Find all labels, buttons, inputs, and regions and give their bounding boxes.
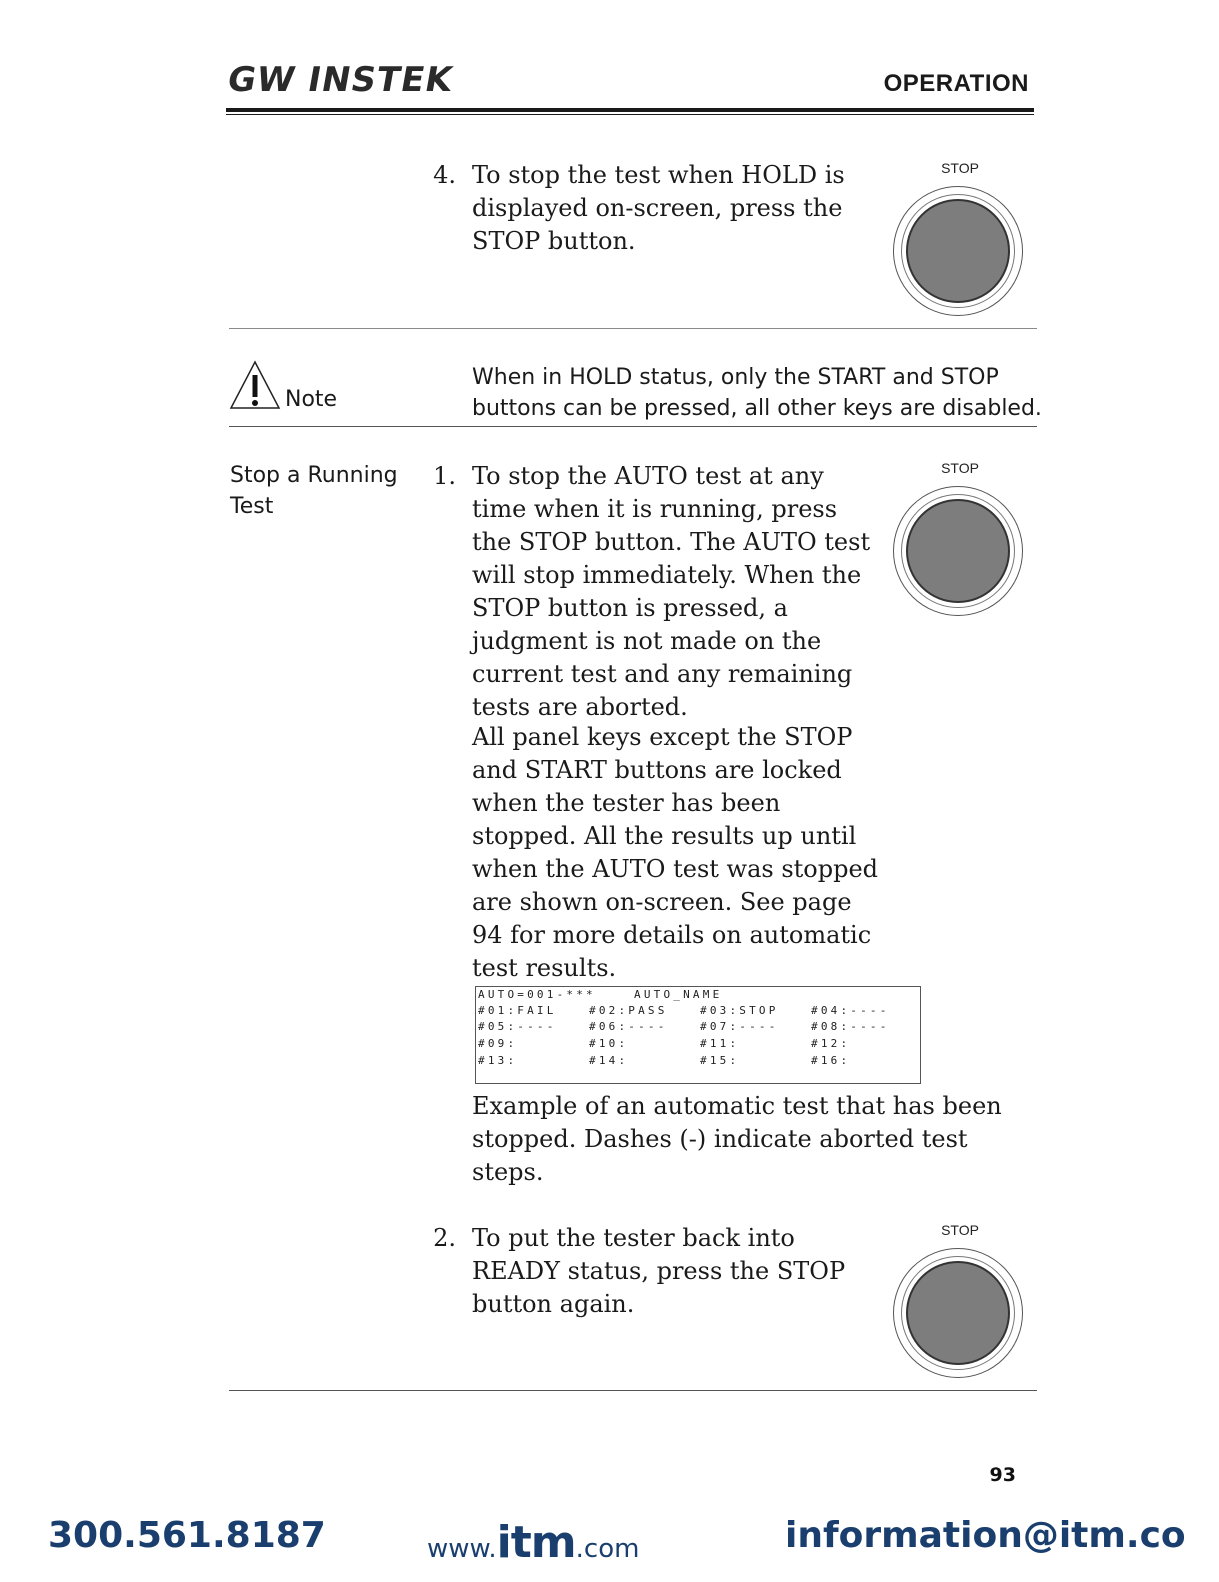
step-2-text: To put the tester back into READY status, press the STOP button again. bbox=[472, 1224, 846, 1318]
footer-web-suffix: .com bbox=[575, 1534, 640, 1564]
screen-cell: #03:STOP bbox=[700, 1004, 779, 1017]
step-1-paragraph-2: All panel keys except the STOP and START buttons are locked when the tester has been stopped. All the results up until when the AUTO test was stopped are shown on-screen. See page 94 for more details on automatic test results. bbox=[472, 723, 879, 982]
screen-cell: #07:---- bbox=[700, 1020, 779, 1033]
divider bbox=[229, 328, 1037, 329]
footer-web-prefix: www. bbox=[427, 1534, 497, 1564]
screen-cell: #13: bbox=[478, 1054, 518, 1067]
screen-cell: #02:PASS bbox=[589, 1004, 668, 1017]
step-4-number: 4. bbox=[433, 161, 456, 189]
warning-icon bbox=[229, 360, 281, 410]
screen-title: AUTO=001-*** bbox=[478, 988, 596, 1001]
screen-cell: #08:---- bbox=[811, 1020, 890, 1033]
screen-cell: #15: bbox=[700, 1054, 740, 1067]
step-4-text: To stop the test when HOLD is displayed on-screen, press the STOP button. bbox=[472, 161, 845, 255]
stop-button-figure-1 bbox=[890, 160, 1030, 320]
screen-cell: #06:---- bbox=[589, 1020, 668, 1033]
divider bbox=[229, 426, 1037, 427]
stop-button-icon bbox=[893, 1248, 1023, 1378]
screen-cell: #14: bbox=[589, 1054, 629, 1067]
note-text: When in HOLD status, only the START and STOP buttons can be pressed, all other keys are disabled. bbox=[472, 365, 1042, 421]
screen-cell: #09: bbox=[478, 1037, 518, 1050]
lcd-screen-example bbox=[475, 986, 921, 1084]
stop-button-figure-2 bbox=[890, 460, 1030, 620]
stop-button-icon bbox=[893, 486, 1023, 616]
divider bbox=[229, 1390, 1037, 1391]
section-label: Stop a Running Test bbox=[230, 463, 398, 519]
page-number: 93 bbox=[989, 1464, 1016, 1486]
stop-button-figure-3 bbox=[890, 1222, 1030, 1382]
section-title: OPERATION bbox=[883, 70, 1029, 97]
step-1-text: To stop the AUTO test at any time when it is running, press the STOP button. The AUTO test will stop immediately. When the STOP button is pressed, a judgment is not made on the current test and any remaining tests are aborted. bbox=[472, 462, 871, 721]
header-rule bbox=[226, 108, 1034, 112]
footer-website bbox=[427, 1517, 639, 1568]
screen-caption: Example of an automatic test that has been stopped. Dashes (-) indicate aborted test steps. bbox=[472, 1092, 1002, 1186]
screen-cell: #04:---- bbox=[811, 1004, 890, 1017]
screen-cell: #11: bbox=[700, 1037, 740, 1050]
stop-button-label: STOP bbox=[941, 1222, 979, 1238]
stop-button-label: STOP bbox=[941, 160, 979, 176]
footer-email: information@itm.co bbox=[785, 1515, 1186, 1556]
footer-phone: 300.561.8187 bbox=[48, 1515, 326, 1556]
stop-button-label: STOP bbox=[941, 460, 979, 476]
screen-cell: #10: bbox=[589, 1037, 629, 1050]
screen-cell: #16: bbox=[811, 1054, 851, 1067]
stop-button-icon bbox=[893, 186, 1023, 316]
screen-cell: #05:---- bbox=[478, 1020, 557, 1033]
step-2-number: 2. bbox=[433, 1224, 456, 1252]
screen-title-name: AUTO_NAME bbox=[634, 988, 723, 1001]
footer-web-brand: itm bbox=[496, 1517, 576, 1568]
brand-logo: GW INSTEK bbox=[224, 60, 457, 100]
note-label: Note bbox=[285, 387, 338, 412]
header-rule-thin bbox=[226, 114, 1034, 115]
step-1-number: 1. bbox=[433, 462, 456, 490]
screen-cell: #01:FAIL bbox=[478, 1004, 557, 1017]
screen-cell: #12: bbox=[811, 1037, 851, 1050]
